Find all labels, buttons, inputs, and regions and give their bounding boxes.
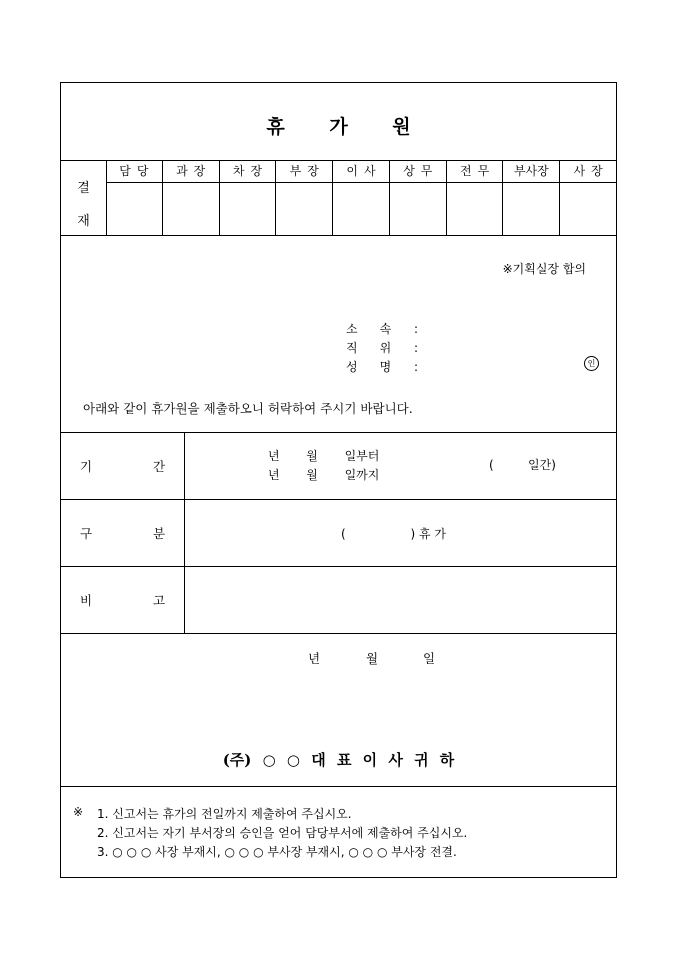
leave-application-form [60,82,617,878]
field-separator: : [414,322,419,336]
remarks-label-char-1: 비 [80,592,93,608]
category-row [61,499,616,567]
approval-col-label: 과장 [163,160,219,183]
leave-type: ( ) 휴 가 [341,527,447,541]
approval-header-char-2: 재 [77,214,90,229]
approval-col-label: 차장 [220,160,276,183]
approval-col-label: 사장 [560,160,616,183]
planning-office-note: ※기획실장 합의 [502,262,586,276]
note-item-1: 1. 신고서는 휴가의 전일까지 제출하여 주십시오. [97,807,352,821]
date-year: 년 [308,651,321,666]
category-label [61,499,185,566]
title-section [61,83,616,161]
approval-col-label: 상무 [390,160,446,183]
period-label-char-2: 간 [153,458,166,474]
approval-grid [61,160,616,236]
position-label: 직위 [346,341,414,355]
approval-col-section-chief[interactable] [163,160,220,235]
form-title: 휴 가 원 [266,116,411,138]
approval-col-managing-director[interactable] [390,160,447,235]
addressee: (주) ○ ○ 대 표 이 사 귀 하 [222,751,455,769]
affiliation-row[interactable] [346,320,418,337]
date-day: 일 [423,651,436,666]
approval-header-char-1: 결 [77,181,90,196]
category-field[interactable] [184,499,616,566]
approval-col-label: 부장 [276,160,332,183]
notes-mark: ※ [73,805,84,819]
field-separator: : [414,360,419,374]
period-start-line: 년 월 일부터 [268,449,380,463]
remarks-row [61,566,616,634]
approval-col-label: 부사장 [503,160,559,183]
approval-col-label: 전무 [447,160,503,183]
approval-col-senior-director[interactable] [447,160,504,235]
category-label-char-1: 구 [80,525,93,541]
approval-columns [106,160,616,235]
approval-col-label: 담당 [106,160,162,183]
period-field[interactable] [184,432,616,499]
period-label [61,432,185,499]
approval-col-president[interactable] [560,160,616,235]
period-row [61,432,616,500]
name-row[interactable] [346,358,418,375]
remarks-label-char-2: 고 [153,592,166,608]
note-item-3: 3. ○ ○ ○ 사장 부재시, ○ ○ ○ 부사장 부재시, ○ ○ ○ 부사장 전결. [97,845,457,859]
position-row[interactable] [346,339,418,356]
approval-col-manager[interactable] [106,160,163,235]
seal-mark: 인 [584,356,599,371]
approval-col-dept-head[interactable] [276,160,333,235]
remarks-label [61,566,185,633]
approval-col-deputy-head[interactable] [220,160,277,235]
remarks-field[interactable] [184,566,616,633]
field-separator: : [414,341,419,355]
approval-header [61,160,107,235]
period-label-char-1: 기 [80,458,93,474]
applicant-section [61,235,616,433]
date-month: 월 [366,651,379,666]
notes-section [61,786,616,879]
period-days: ( 일간) [489,458,556,472]
approval-col-director[interactable] [333,160,390,235]
request-sentence: 아래와 같이 휴가원을 제출하오니 허락하여 주시기 바랍니다. [83,401,413,416]
approval-col-label: 이사 [333,160,389,183]
note-item-2: 2. 신고서는 자기 부서장의 승인을 얻어 담당부서에 제출하여 주십시오. [97,826,468,840]
approval-col-vice-president[interactable] [503,160,560,235]
category-label-char-2: 분 [153,525,166,541]
period-end-line: 년 월 일까지 [268,468,380,482]
affiliation-label: 소속 [346,322,414,336]
name-label: 성명 [346,360,414,374]
